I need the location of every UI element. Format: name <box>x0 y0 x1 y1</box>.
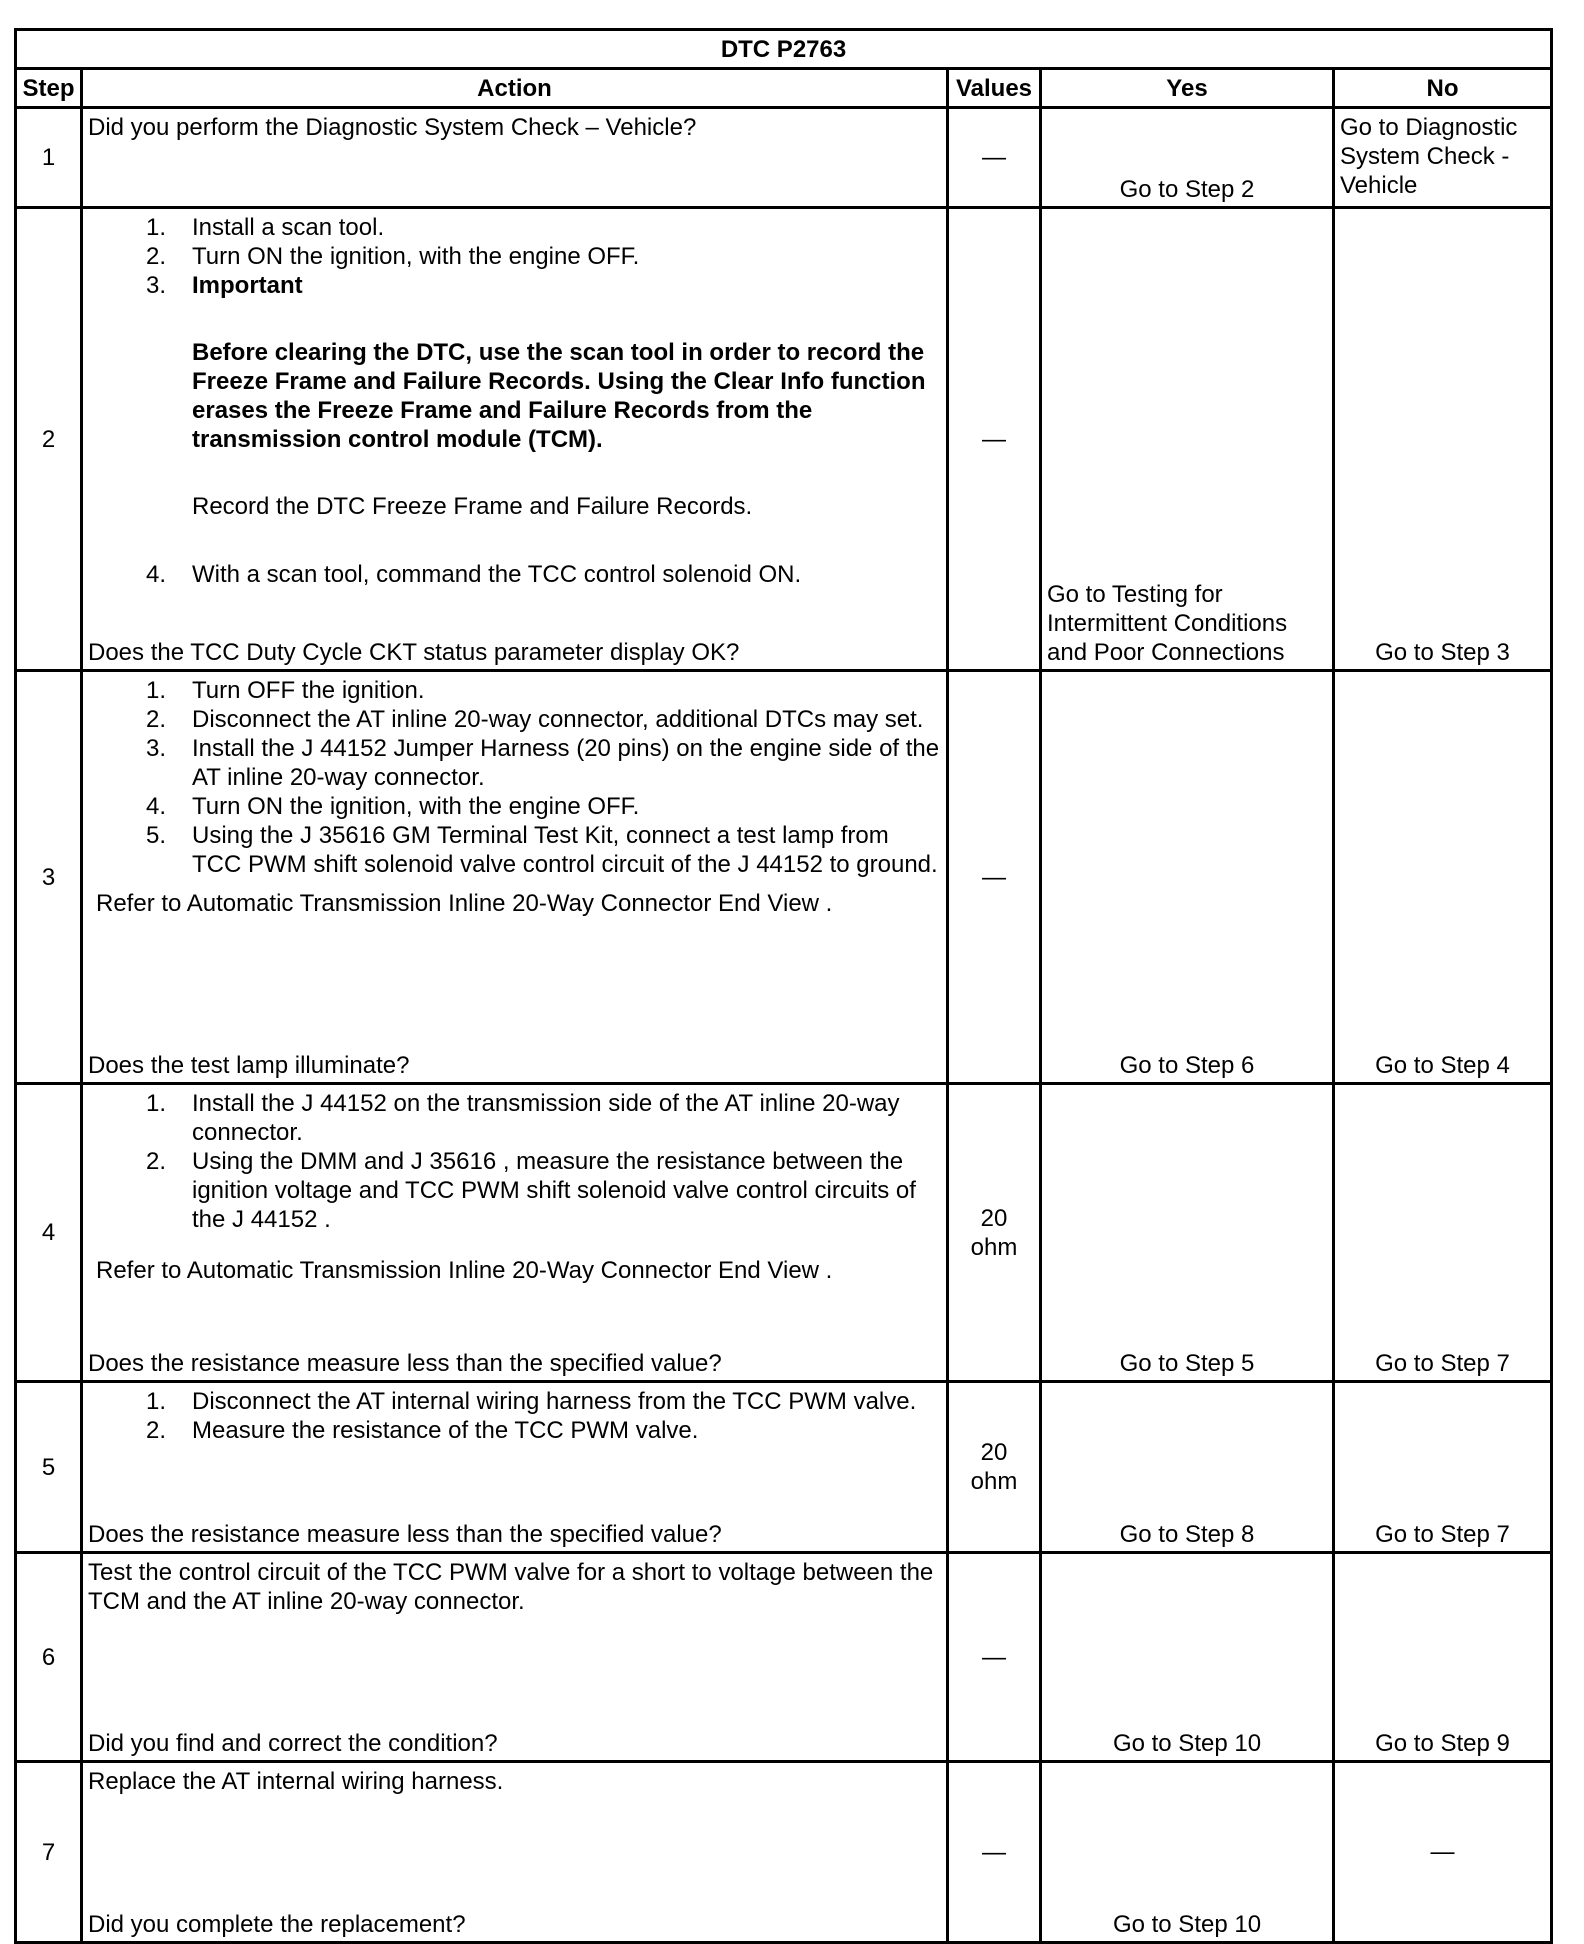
values-cell: — <box>948 108 1041 208</box>
list-item: 2. Disconnect the AT inline 20-way connector, additional DTCs may set. <box>145 706 924 733</box>
values-cell: 20 ohm <box>948 1382 1041 1553</box>
no-cell <box>1334 108 1552 208</box>
list-item: 2. Turn ON the ignition, with the engine OFF. <box>145 243 640 270</box>
values-cell: — <box>948 208 1041 671</box>
step-number: 2 <box>16 208 82 671</box>
yes-cell <box>1041 671 1334 1084</box>
no-cell <box>1334 1762 1552 1943</box>
important-note: Before clearing the DTC, use the scan tool in order to record the Freeze Frame and Failure Records. Using the Clear Info function erases the Freeze Frame and Failure Records from the transmission control module (TCM). <box>192 339 926 453</box>
no-answer: Go to Step 7 <box>1375 1521 1510 1548</box>
action-text: Did you perform the Diagnostic System Check – Vehicle? <box>88 114 697 141</box>
list-item: 2. Measure the resistance of the TCC PWM valve. <box>145 1417 699 1444</box>
yes-cell <box>1041 1553 1334 1762</box>
yes-answer: Go to Testing for Intermittent Conditions and Poor Connections <box>1047 581 1288 666</box>
question-text: Does the resistance measure less than the specified value? <box>88 1521 722 1548</box>
instruction-list <box>88 1387 942 1445</box>
table-row <box>16 1553 1552 1762</box>
yes-answer: Go to Step 10 <box>1112 1730 1262 1757</box>
list-item: 3. Important <box>145 272 303 299</box>
yes-cell <box>1041 1382 1334 1553</box>
action-text: Test the control circuit of the TCC PWM valve for a short to voltage between the TCM and the AT inline 20-way connector. <box>88 1559 934 1615</box>
yes-answer: Go to Step 8 <box>1119 1521 1255 1548</box>
question-text: Does the test lamp illuminate? <box>88 1052 410 1079</box>
question-text: Does the TCC Duty Cycle CKT status parameter display OK? <box>88 639 740 666</box>
table-title: DTC P2763 <box>16 30 1552 69</box>
values-cell: — <box>948 1762 1041 1943</box>
yes-answer: Go to Step 10 <box>1112 1911 1262 1938</box>
instruction-list <box>88 213 942 300</box>
header-values: Values <box>948 69 1041 108</box>
dtc-table <box>14 28 1553 1944</box>
no-answer: Go to Step 3 <box>1375 639 1510 666</box>
action-cell <box>82 1553 948 1762</box>
step-number: 4 <box>16 1084 82 1382</box>
instruction-list <box>88 560 942 589</box>
table-row <box>16 671 1552 1084</box>
question-text: Did you complete the replacement? <box>88 1911 466 1938</box>
action-cell <box>82 671 948 1084</box>
list-item: 5. Using the J 35616 GM Terminal Test Kit, connect a test lamp from TCC PWM shift solenoid valve control circuit of the J 44152 to ground. <box>145 822 938 878</box>
refer-note: Refer to Automatic Transmission Inline 20-Way Connector End View . <box>96 1257 833 1284</box>
action-cell <box>82 1382 948 1553</box>
header-no: No <box>1334 69 1552 108</box>
yes-cell <box>1041 1084 1334 1382</box>
no-cell <box>1334 208 1552 671</box>
refer-note: Refer to Automatic Transmission Inline 20-Way Connector End View . <box>96 890 833 917</box>
list-item: 3. Install the J 44152 Jumper Harness (20 pins) on the engine side of the AT inline 20-way connector. <box>145 735 940 791</box>
yes-cell <box>1041 108 1334 208</box>
step-number: 5 <box>16 1382 82 1553</box>
yes-answer: Go to Step 6 <box>1119 1052 1255 1079</box>
no-answer: Go to Step 9 <box>1375 1730 1510 1757</box>
header-action: Action <box>82 69 948 108</box>
record-note: Record the DTC Freeze Frame and Failure Records. <box>192 493 753 520</box>
table-row <box>16 108 1552 208</box>
table-row <box>16 1382 1552 1553</box>
values-cell: 20 ohm <box>948 1084 1041 1382</box>
values-cell: — <box>948 1553 1041 1762</box>
step-number: 7 <box>16 1762 82 1943</box>
action-cell <box>82 108 948 208</box>
no-cell <box>1334 1084 1552 1382</box>
header-yes: Yes <box>1041 69 1334 108</box>
question-text: Does the resistance measure less than the specified value? <box>88 1350 722 1377</box>
table-row <box>16 1084 1552 1382</box>
yes-cell <box>1041 208 1334 671</box>
yes-cell <box>1041 1762 1334 1943</box>
list-item: 1. Disconnect the AT internal wiring harness from the TCC PWM valve. <box>145 1388 917 1415</box>
list-item: 1. Turn OFF the ignition. <box>145 677 425 704</box>
action-cell <box>82 1762 948 1943</box>
step-number: 6 <box>16 1553 82 1762</box>
list-item: 2. Using the DMM and J 35616 , measure the resistance between the ignition voltage and TCC PWM shift solenoid valve control circuits of the J 44152 . <box>145 1148 916 1233</box>
action-cell <box>82 208 948 671</box>
list-item: 1. Install a scan tool. <box>145 214 385 241</box>
title-row <box>16 30 1552 69</box>
header-row <box>16 69 1552 108</box>
table-row <box>16 1762 1552 1943</box>
no-cell <box>1334 671 1552 1084</box>
list-item: 4. With a scan tool, command the TCC control solenoid ON. <box>145 561 802 588</box>
no-answer: — <box>1430 1838 1455 1866</box>
question-text: Did you find and correct the condition? <box>88 1730 498 1757</box>
header-step: Step <box>16 69 82 108</box>
instruction-list <box>88 1089 942 1234</box>
list-item: 1. Install the J 44152 on the transmission side of the AT inline 20-way connector. <box>145 1090 900 1146</box>
yes-answer: Go to Step 5 <box>1119 1350 1255 1377</box>
action-cell <box>82 1084 948 1382</box>
no-cell <box>1334 1553 1552 1762</box>
table-row <box>16 208 1552 671</box>
values-cell: — <box>948 671 1041 1084</box>
list-item: 4. Turn ON the ignition, with the engine OFF. <box>145 793 640 820</box>
no-answer: Go to Step 4 <box>1375 1052 1510 1079</box>
no-cell <box>1334 1382 1552 1553</box>
step-number: 3 <box>16 671 82 1084</box>
step-number: 1 <box>16 108 82 208</box>
instruction-list <box>88 676 942 879</box>
no-answer: Go to Diagnostic System Check - Vehicle <box>1340 114 1518 199</box>
yes-answer: Go to Step 2 <box>1119 176 1255 203</box>
action-text: Replace the AT internal wiring harness. <box>88 1768 504 1795</box>
no-answer: Go to Step 7 <box>1375 1350 1510 1377</box>
